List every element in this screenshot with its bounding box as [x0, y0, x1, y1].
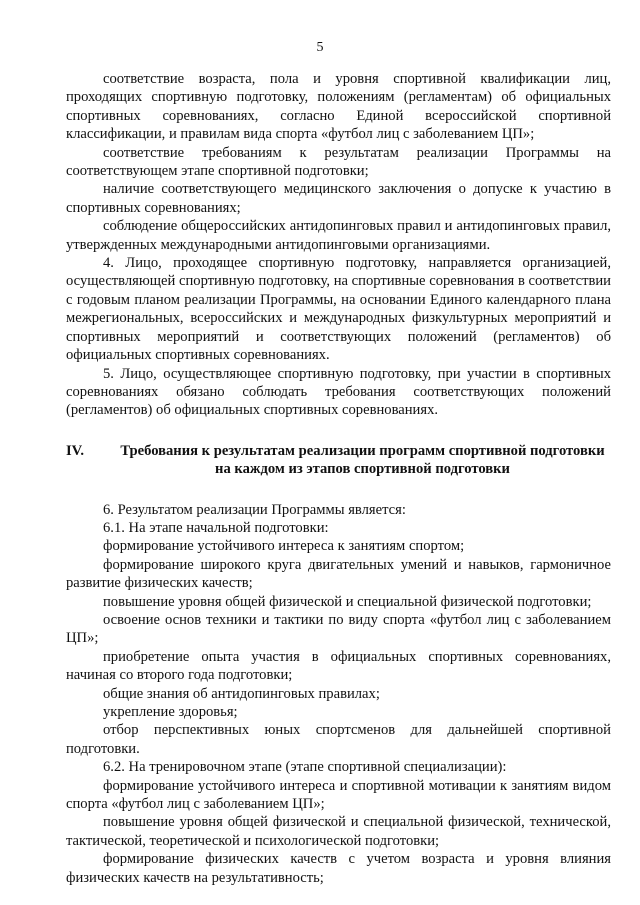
- section-heading: [66, 442, 611, 479]
- section-number: IV.: [66, 442, 84, 459]
- paragraph: 6.2. На тренировочном этапе (этапе спортивной специализации):: [103, 759, 507, 776]
- paragraph: повышение уровня общей физической и специальной физической подготовки;: [103, 593, 592, 610]
- paragraph: 6. Результатом реализации Программы является:: [103, 501, 406, 518]
- paragraph: 5. Лицо, осуществляющее спортивную подготовку, при участии в спортивных соревнованиях обязано соблюдать требования соответствующих положений (регламентов) об официальных спортивных соревнованиях.: [66, 365, 611, 419]
- paragraph: освоение основ техники и тактики по виду спорта «футбол лиц с заболеванием ЦП»;: [66, 611, 611, 647]
- paragraph: соответствие требованиям к результатам реализации Программы на соответствующем этапе спортивной подготовки;: [66, 144, 611, 180]
- paragraph: укрепление здоровья;: [103, 704, 238, 720]
- paragraph: формирование устойчивого интереса и спортивной мотивации к занятиям видом спорта «футбол лиц с заболеванием ЦП»;: [66, 777, 611, 813]
- paragraph: повышение уровня общей физической и специальной физической, технической, тактической, теоретической и психологической подготовки;: [66, 814, 611, 849]
- page-number: 5: [316, 40, 324, 55]
- paragraph: формирование физических качеств с учетом возраста и уровня влияния физических качеств на результативность;: [66, 851, 611, 886]
- paragraph: отбор перспективных юных спортсменов для дальнейшей спортивной подготовки.: [66, 722, 611, 757]
- paragraph: формирование устойчивого интереса к занятиям спортом;: [103, 538, 465, 555]
- paragraph: приобретение опыта участия в официальных спортивных соревнованиях, начиная со второго года подготовки;: [66, 648, 611, 684]
- paragraph: 6.1. На этапе начальной подготовки:: [103, 519, 329, 536]
- paragraph: формирование широкого круга двигательных умений и навыков, гармоничное развитие физических качеств;: [66, 556, 611, 592]
- paragraph: общие знания об антидопинговых правилах;: [103, 685, 380, 702]
- paragraph: наличие соответствующего медицинского заключения о допуске к участию в спортивных соревнованиях;: [66, 181, 611, 216]
- paragraph: соответствие возраста, пола и уровня спортивной квалификации лиц, проходящих спортивную подготовку, положениям (регламентам) об официальных спортивных соревнованиях, согласно Единой всероссийской спортивной классификации, и правилам вида спорта «футбол лиц с заболеванием ЦП»;: [66, 71, 611, 143]
- document-body: [66, 70, 611, 887]
- paragraph: 4. Лицо, проходящее спортивную подготовку, направляется организацией, осуществляющей спортивную подготовку, на спортивные соревнования в соответствии с годовым планом реализации Программы, на основании Единого календарного плана межрегиональных, всероссийских и международных физкультурных мероприятий и спортивных мероприятий и соответствующих положений (регламентов) об официальных спортивных соревнованиях.: [66, 255, 611, 364]
- paragraph: соблюдение общероссийских антидопинговых правил и антидопинговых правил, утвержденных международными антидопинговыми организациями.: [66, 218, 611, 253]
- section-title: Требования к результатам реализации программ спортивной подготовки на каждом из этапов спортивной подготовки: [120, 442, 605, 478]
